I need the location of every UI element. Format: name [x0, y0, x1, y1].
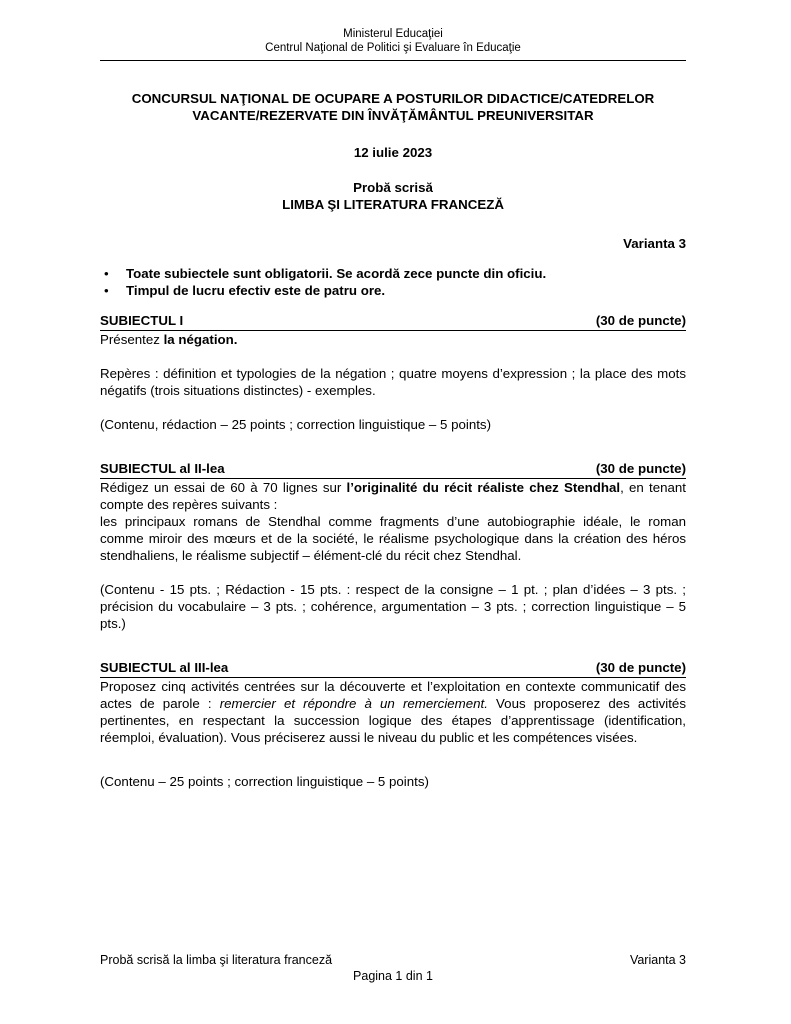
- center-name: Centrul Naţional de Politici şi Evaluare în Educaţie: [265, 42, 521, 55]
- section-title: SUBIECTUL al III-lea: [100, 660, 229, 676]
- section-title: SUBIECTUL al II-lea: [100, 461, 225, 477]
- body-text: Vous proposerez des activités pertinentes, en respectant la succession logique des étapes d’apprentissage (identification, réemploi, évaluation). Vous préciserez aussi le niveau du public et les compétences visées.: [100, 696, 686, 746]
- section-body: les principaux romans de Stendhal comme fragments d’une autobiographie idéale, le roman comme miroir des mœurs et de la société, le réalisme psychologique dans la création des héros stendhaliens, le réalisme subjectif – élément-clé du récit chez Stendhal.: [100, 514, 686, 564]
- exam-date: 12 iulie 2023: [353, 145, 433, 161]
- instruction-item: [100, 282, 686, 299]
- intro-text: Rédigez un essai de 60 à 70 lignes sur: [100, 480, 347, 496]
- instructions-list: [100, 265, 686, 299]
- footer-row: [100, 952, 686, 968]
- exam-type: Probă scrisă: [353, 180, 433, 196]
- ministry-header: [100, 27, 686, 61]
- page-footer: [100, 952, 686, 984]
- footer-exam-name: Probă scrisă la limba şi literatura franceză: [100, 953, 333, 967]
- instruction-text: Timpul de lucru efectiv este de patru ore.: [126, 283, 386, 299]
- section-body: Repères : définition et typologies de la négation ; quatre moyens d’expression ; la place des mots négatifs (trois situations distinctes) - exemples.: [100, 366, 686, 399]
- document-body: [100, 90, 686, 790]
- section-scoring: (Contenu - 15 pts. ; Rédaction - 15 pts. : respect de la consigne – 1 pt. ; plan d’idées – 3 pts. ; précision du vocabulaire – 3 pts. ; cohérence, argumentation – 3 pts. ; correction linguistique – 5 pts.): [100, 582, 686, 632]
- footer-page-number: Pagina 1 din 1: [353, 969, 433, 983]
- section-subiectul-1: [100, 312, 686, 433]
- section-subiectul-2: [100, 460, 686, 632]
- footer-variant: Varianta 3: [629, 953, 686, 967]
- instruction-item: [100, 265, 686, 282]
- section-intro: [100, 331, 686, 348]
- ministry-name: Ministerul Educaţiei: [343, 28, 443, 40]
- intro-text: Présentez: [100, 332, 164, 348]
- bullet-icon: •: [104, 283, 109, 299]
- contest-title-line-1: CONCURSUL NAŢIONAL DE OCUPARE A POSTURILOR DIDACTICE/CATEDRELOR: [131, 91, 655, 106]
- exam-subject: LIMBA ŞI LITERATURA FRANCEZĂ: [282, 197, 504, 213]
- section-title: SUBIECTUL I: [100, 313, 184, 329]
- intro-text-bold: l’originalité du récit réaliste chez Stendhal: [346, 480, 621, 496]
- section-points: (30 de puncte): [595, 313, 686, 329]
- contest-title-line-2: VACANTE/REZERVATE DIN ÎNVĂŢĂMÂNTUL PREUNIVERSITAR: [192, 108, 594, 124]
- section-scoring: (Contenu – 25 points ; correction linguistique – 5 points): [100, 774, 429, 790]
- section-heading-row: [100, 312, 686, 331]
- section-heading-row: [100, 659, 686, 678]
- section-points: (30 de puncte): [595, 461, 686, 477]
- section-body: [100, 678, 686, 746]
- section-heading-row: [100, 460, 686, 479]
- intro-text-bold: la négation.: [163, 332, 238, 348]
- body-text-italic: remercier et répondre à un remerciement.: [219, 696, 488, 712]
- body-text: Proposez cinq activités centrées sur la découverte et l’exploitation en contexte communicatif des actes de parole :: [100, 679, 686, 712]
- title-block: [100, 90, 686, 252]
- section-scoring: (Contenu, rédaction – 25 points ; correction linguistique – 5 points): [100, 417, 492, 433]
- variant-label: Varianta 3: [623, 236, 686, 252]
- section-subiectul-3: [100, 659, 686, 790]
- intro-text: , en tenant compte des repères suivants :: [100, 480, 687, 513]
- section-points: (30 de puncte): [595, 660, 686, 676]
- bullet-icon: •: [104, 266, 109, 282]
- section-intro: [100, 479, 686, 513]
- instruction-text: Toate subiectele sunt obligatorii. Se acordă zece puncte din oficiu.: [126, 266, 547, 282]
